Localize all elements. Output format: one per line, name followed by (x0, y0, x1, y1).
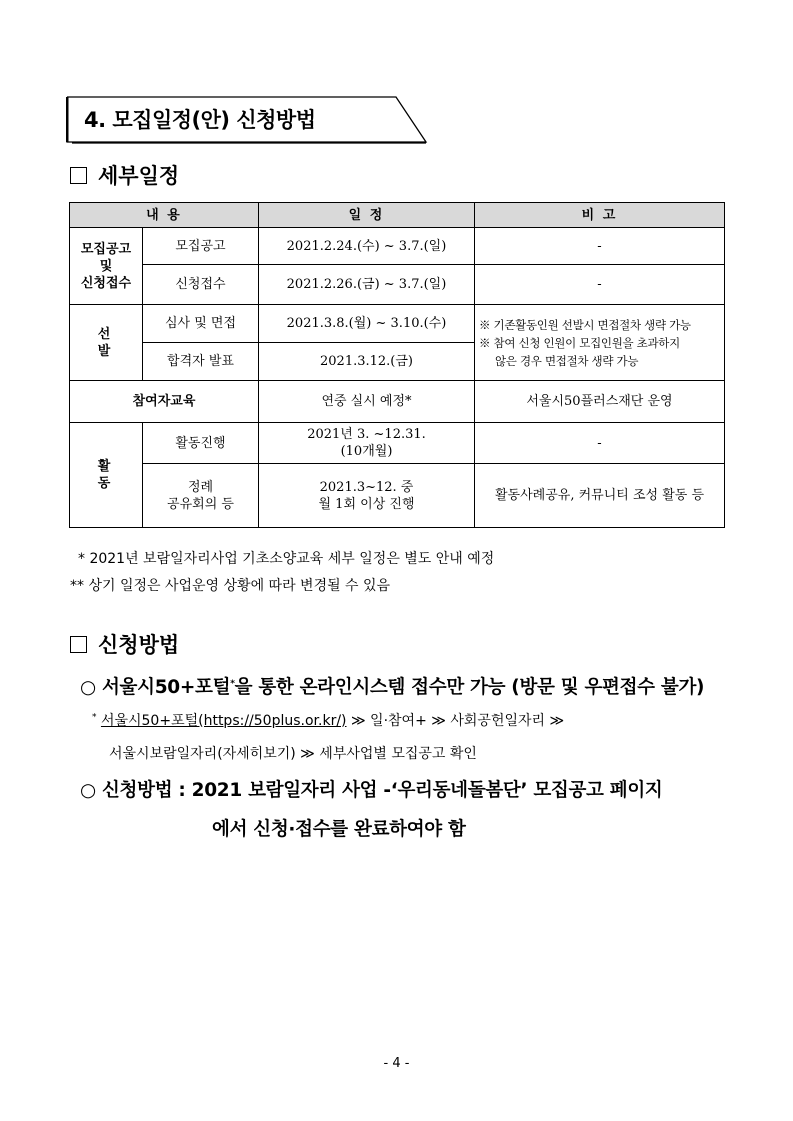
date-line: 2021.3~12. 중 (319, 479, 414, 495)
item-line: 정례 (187, 479, 214, 495)
item-cell (143, 464, 259, 528)
portal-note-line2: 서울시보람일자리(자세히보기) ≫ 세부사업별 모집공고 확인 (109, 746, 477, 762)
header-content: 내 용 (70, 203, 259, 228)
schedule-heading (70, 160, 179, 190)
table-row (70, 381, 725, 423)
footnote-mark: * (92, 712, 97, 723)
date-cell: 2021.3.12.(금) (259, 343, 475, 381)
footnote (78, 548, 494, 568)
date-cell: 2021.3.8.(월) ~ 3.10.(수) (259, 305, 475, 343)
table-row (70, 228, 725, 265)
method-heading-text: 신청방법 (98, 633, 180, 657)
footnote-text: 상기 일정은 사업운영 상황에 따라 변경될 수 있음 (88, 578, 391, 594)
note-line: 않은 경우 면접절차 생략 가능 (495, 353, 639, 368)
footnote-mark: ** (70, 578, 84, 594)
note-cell: 서울시50플러스재단 운영 (475, 381, 725, 423)
group-recruit-line: 및 (99, 258, 113, 274)
date-cell: 2021.2.24.(수) ~ 3.7.(일) (259, 228, 475, 265)
checkbox-icon (70, 167, 87, 184)
checkbox-icon (70, 636, 87, 653)
portal-path: ≫ 일·참여+ ≫ 사회공헌일자리 ≫ (350, 713, 565, 729)
group-recruit-line: 모집공고 (80, 241, 132, 257)
group-select: 선 발 (70, 305, 143, 381)
table-row (70, 423, 725, 464)
schedule-table (69, 202, 725, 528)
section-title: 4. 모집일정(안) 신청방법 (84, 108, 316, 132)
method-bullet-apply-cont: 에서 신청·접수를 완료하여야 함 (212, 819, 466, 840)
date-cell: 2021.2.26.(금) ~ 3.7.(일) (259, 265, 475, 305)
date-cell (259, 423, 475, 464)
header-remarks: 비 고 (475, 203, 725, 228)
schedule-heading-text: 세부일정 (98, 164, 180, 188)
note-line: ※ 기존활동인원 선발시 면접절차 생략 가능 (479, 317, 691, 332)
item-cell: 신청접수 (143, 265, 259, 305)
method-heading (70, 629, 179, 659)
date-line: (10개월) (340, 444, 393, 459)
select-note-cell (475, 305, 725, 381)
item-cell: 심사 및 면접 (143, 305, 259, 343)
page-number: - 4 - (383, 1056, 410, 1071)
portal-link[interactable]: 서울시50+포털(https://50plus.or.kr/) (100, 713, 347, 729)
footnote-mark: * (78, 551, 85, 567)
item-cell: 합격자 발표 (143, 343, 259, 381)
table-row (70, 464, 725, 528)
item-cell: 모집공고 (143, 228, 259, 265)
group-recruit-line: 신청접수 (80, 275, 132, 291)
bullet-text: ○ 서울시50+포털 (80, 677, 231, 698)
date-cell (259, 464, 475, 528)
note-cell: - (475, 265, 725, 305)
date-line: 월 1회 이상 진행 (318, 496, 415, 512)
item-line: 공유회의 등 (167, 496, 234, 512)
method-bullet-apply: ○ 신청방법 : 2021 보람일자리 사업 -‘우리동네돌봄단’ 모집공고 페이지 (80, 780, 663, 801)
note-cell: - (475, 228, 725, 265)
table-row (70, 305, 725, 343)
portal-note (92, 710, 564, 730)
item-cell: 활동진행 (143, 423, 259, 464)
note-line: ※ 참여 신청 인원이 모집인원을 초과하지 (479, 335, 680, 350)
note-cell: - (475, 423, 725, 464)
method-bullet-portal (80, 673, 704, 699)
footnote (70, 575, 390, 595)
table-row (70, 265, 725, 305)
footnote-mark: * (230, 678, 235, 689)
header-schedule: 일 정 (259, 203, 475, 228)
bullet-text: 을 통한 온라인시스템 접수만 가능 (방문 및 우편접수 불가) (234, 677, 705, 698)
footnote-text: 2021년 보람일자리사업 기초소양교육 세부 일정은 별도 안내 예정 (89, 551, 495, 567)
group-activity: 활 동 (70, 423, 143, 528)
note-cell: 활동사례공유, 커뮤니티 조성 활동 등 (475, 464, 725, 528)
group-education: 참여자교육 (70, 381, 259, 423)
date-line: 2021년 3. ~12.31. (307, 427, 426, 442)
table-header-row (70, 203, 725, 228)
date-cell: 연중 실시 예정* (259, 381, 475, 423)
group-recruit (70, 228, 143, 305)
